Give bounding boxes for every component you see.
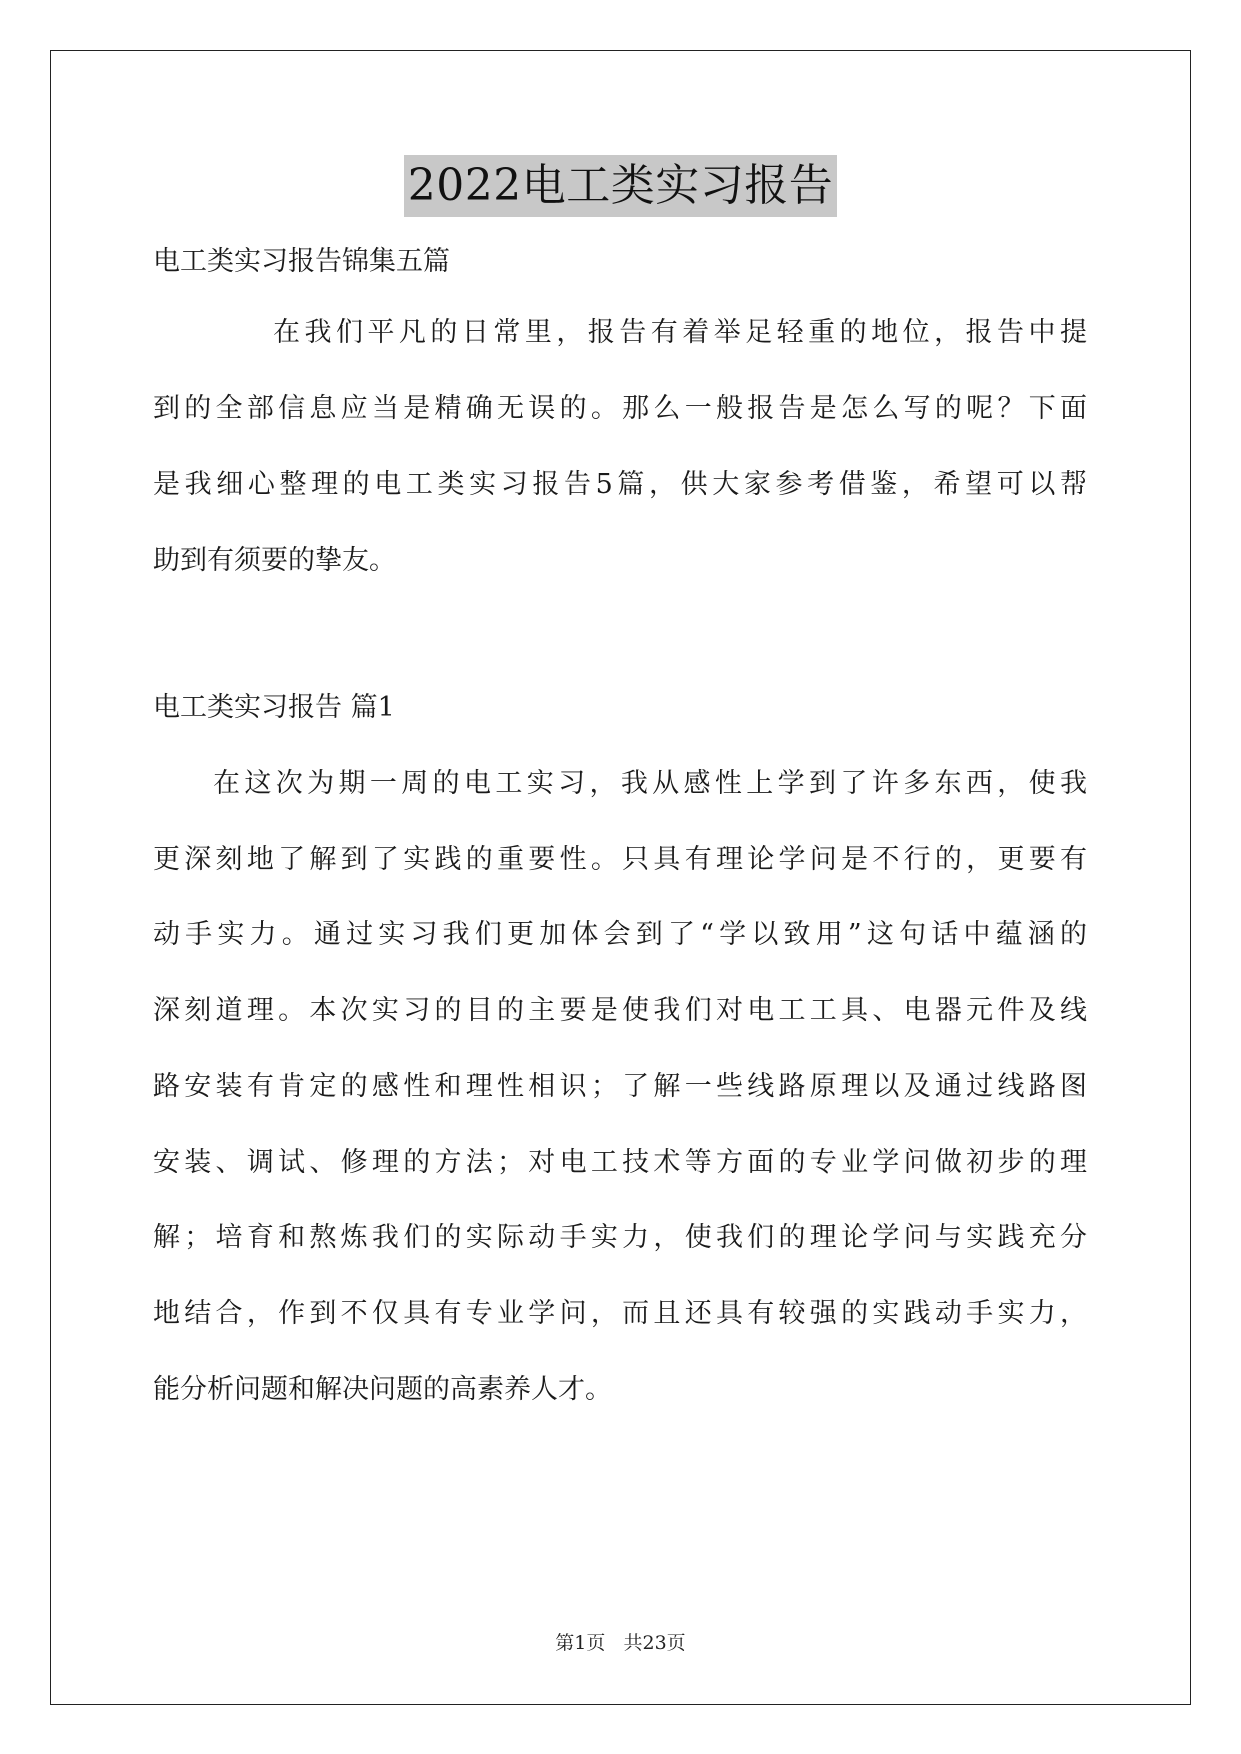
body-line: 解；培育和熬炼我们的实际动手实力，使我们的理论学问与实践充分 [153, 1222, 1087, 1253]
page-footer: 第1页 共23页 [555, 1632, 686, 1654]
body-line: 路安装有肯定的感性和理性相识；了解一些线路原理以及通过线路图 [153, 1071, 1087, 1102]
intro-line: 到的全部信息应当是精确无误的。那么一般报告是怎么写的呢？下面 [153, 393, 1087, 424]
body-line: 更深刻地了解到了实践的重要性。只具有理论学问是不行的，更要有 [153, 844, 1087, 875]
body-line: 能分析问题和解决问题的高素养人才。 [153, 1374, 612, 1405]
body-line: 动手实力。通过实习我们更加体会到了“学以致用”这句话中蕴涵的 [153, 919, 1087, 950]
section-heading: 电工类实习报告 篇1 [153, 692, 395, 723]
intro-line: 是我细心整理的电工类实习报告5篇，供大家参考借鉴，希望可以帮 [153, 469, 1087, 500]
intro-line: 在我们平凡的日常里，报告有着举足轻重的地位，报告中提 [273, 317, 1087, 348]
document-title: 2022电工类实习报告 [404, 155, 837, 217]
body-line: 安装、调试、修理的方法；对电工技术等方面的专业学问做初步的理 [153, 1147, 1087, 1178]
intro-line: 助到有须要的挚友。 [153, 545, 396, 576]
title-container [0, 155, 1241, 217]
body-line: 地结合，作到不仅具有专业学问，而且还具有较强的实践动手实力， [153, 1298, 1087, 1329]
document-subtitle: 电工类实习报告锦集五篇 [153, 246, 450, 277]
body-line: 在这次为期一周的电工实习，我从感性上学到了许多东西，使我 [213, 768, 1087, 799]
body-line: 深刻道理。本次实习的目的主要是使我们对电工工具、电器元件及线 [153, 995, 1087, 1026]
